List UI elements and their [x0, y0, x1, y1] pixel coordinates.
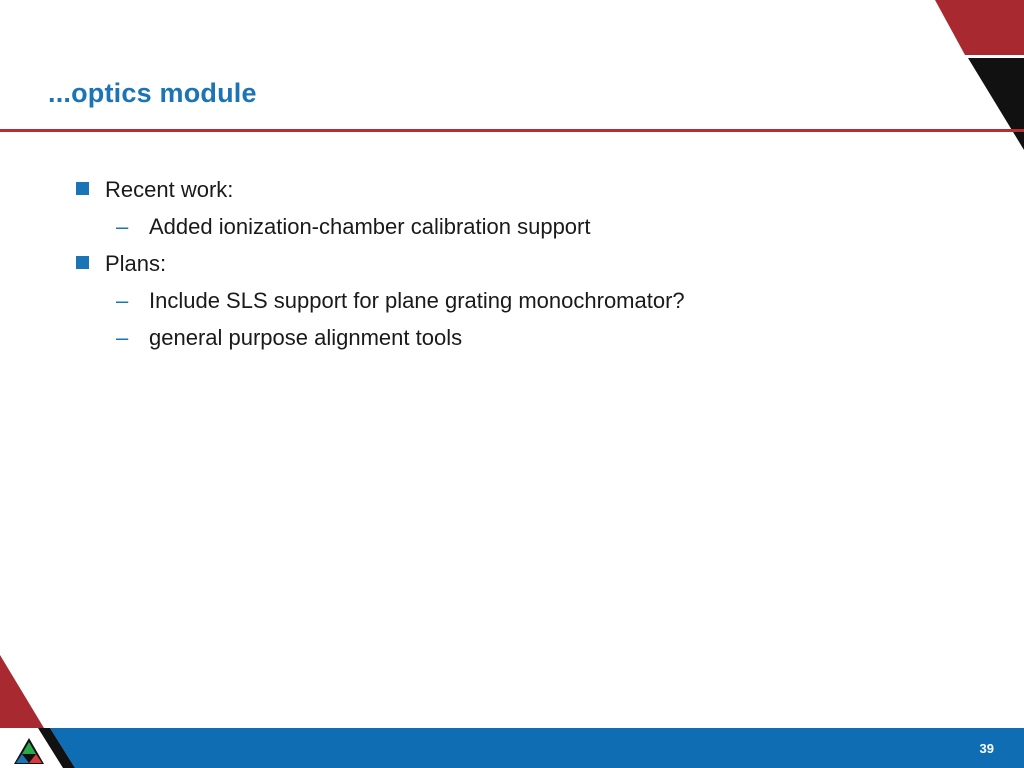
- bullet-plans: [74, 245, 954, 282]
- sub-bullet-text: general purpose alignment tools: [149, 325, 463, 350]
- bullet-recent-work: [74, 171, 954, 208]
- red-footer-triangle: [0, 655, 50, 738]
- footer-blue-band: [0, 728, 1024, 768]
- sub-bullet: [74, 208, 954, 245]
- slide-title: ...optics module: [48, 78, 257, 108]
- slide-content: [74, 171, 954, 356]
- red-corner-shape: [935, 0, 1024, 55]
- bullet-text: Recent work:: [105, 177, 234, 202]
- sub-bullet-text: Added ionization-chamber calibration support: [149, 214, 591, 239]
- square-bullet-icon: [76, 182, 89, 195]
- dash-bullet-icon: –: [116, 325, 129, 350]
- page-number: 39: [979, 741, 994, 756]
- dash-bullet-icon: –: [116, 288, 129, 313]
- footer-decoration: [0, 638, 1024, 768]
- sub-bullet: [74, 319, 954, 356]
- bullet-text: Plans:: [105, 251, 167, 276]
- sub-bullet: [74, 282, 954, 319]
- dash-bullet-icon: –: [116, 214, 129, 239]
- sub-bullet-text: Include SLS support for plane grating monochromator?: [149, 288, 685, 313]
- black-corner-shape: [968, 58, 1024, 150]
- square-bullet-icon: [76, 256, 89, 269]
- title-divider: [0, 129, 1024, 132]
